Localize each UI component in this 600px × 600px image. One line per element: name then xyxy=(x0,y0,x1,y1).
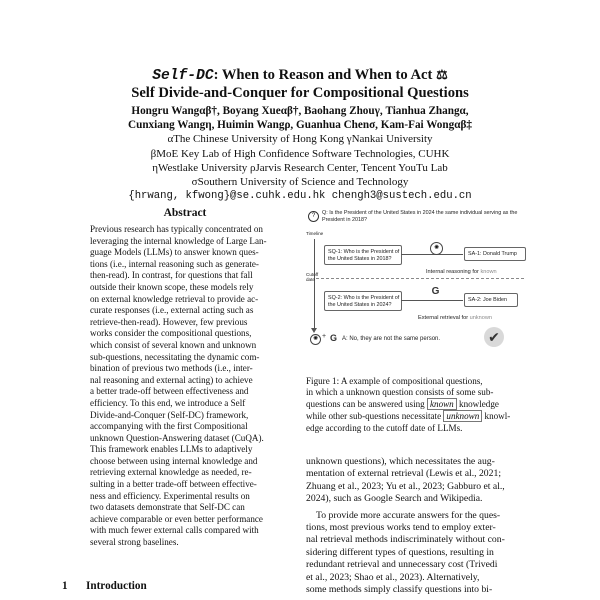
caption-line: in which a unknown question consists of some sub- xyxy=(306,387,494,398)
abstract-line: Divide-and-Conquer (Self-DC) framework, xyxy=(90,409,249,420)
sa2-box xyxy=(464,293,518,307)
cutoff-line xyxy=(316,278,524,279)
sq1-text: SQ-1: Who is the President of the United States in 2018? xyxy=(328,249,400,262)
timeline-axis xyxy=(314,239,315,331)
sa2-text: SA-2: Joe Biden xyxy=(468,297,507,303)
timeline-label: Timeline xyxy=(306,231,324,236)
abstract-line: curate responses (i.e., external acting such as xyxy=(90,305,254,316)
abstract-line: ness and efficiency. Experimental results on xyxy=(90,490,250,501)
email-line: {hrwang, kfwong}@se.cuhk.edu.hk chengh3@sustech.edu.cn xyxy=(128,190,472,202)
abstract-line: a better trade-off between effectiveness and xyxy=(90,386,249,397)
caption-unknown-rest: knowl- xyxy=(484,411,511,422)
scales-icon: ⚖ xyxy=(436,67,448,82)
abstract-line: sub-questions, necessitating the dynamic com- xyxy=(90,351,260,362)
known-word: known xyxy=(480,269,497,275)
abstract-line: which consist of several known and unknown xyxy=(90,339,257,350)
caption-unknown-box: unknown xyxy=(443,410,482,422)
caption-text: while other sub-questions necessitate xyxy=(306,411,442,422)
abstract-line: tions (i.e., internal reasoning such as generate- xyxy=(90,258,259,269)
google-icon: G xyxy=(431,286,440,297)
sq1-arrow xyxy=(401,254,463,255)
right-body xyxy=(306,456,532,596)
abstract-line: with much fewer external calls compared with xyxy=(90,525,259,536)
timeline-arrow-icon xyxy=(311,328,317,333)
abstract-line: retrieve-then-read). However, few previous xyxy=(90,316,248,327)
internal-label xyxy=(426,269,497,276)
body-line: 2024), such as Google Search and Wikipedia. xyxy=(306,493,483,505)
figure-answer: A: No, they are not the same person. xyxy=(342,336,441,342)
abstract-line: Previous research has typically concentrated on xyxy=(90,224,263,234)
abstract-line: retrieving external knowledge as needed, re- xyxy=(90,467,252,478)
abstract-line: accompanying with the first Compositional xyxy=(90,421,248,432)
abstract-line: bination of previous two methods (i.e., inter- xyxy=(90,363,253,374)
title-rest: : When to Reason and When to Act xyxy=(213,67,433,83)
caption-line-4 xyxy=(306,411,530,422)
abstract-line: leveraging the internal knowledge of Large Lan- xyxy=(90,235,267,246)
caption-known-rest: knowledge xyxy=(459,398,499,409)
abstract-line: unknown Question-Answering dataset (CuQA). xyxy=(90,432,264,443)
internal-label-text: Internal reasoning for xyxy=(426,269,479,275)
llm-answer-icon: ✺ xyxy=(310,334,321,345)
body-line: some methods simply classify questions into bi- xyxy=(306,583,493,595)
body-line: sidering different types of questions, resulting in xyxy=(306,546,494,558)
abstract-line: on external knowledge retrieval to provide ac- xyxy=(90,293,259,304)
sq2-arrow xyxy=(401,300,463,301)
abstract-line: sulting in a better trade-off between effective- xyxy=(90,479,257,490)
external-label-text: External retrieval for xyxy=(418,315,469,321)
abstract-line: guage Models (LLMs) to answer known ques- xyxy=(90,247,259,258)
body-line: mentation of external retrieval (Lewis et al., 2021; xyxy=(306,468,502,480)
author-line-1: Hongru Wangαβ†, Boyang Xueαβ†, Baohang Zhouγ, Tianhua Zhangα, xyxy=(131,105,469,117)
body-line: tions, most previous works tend to employ exter- xyxy=(306,521,496,533)
body-line: redundant retrieval and unnecessary cost (Trivedi xyxy=(306,559,498,571)
section-title: Introduction xyxy=(86,580,147,592)
caption-known-box: known xyxy=(427,398,457,410)
abstract-line: two datasets demonstrate that Self-DC can xyxy=(90,502,245,513)
body-line: Zhuang et al., 2023; Yu et al., 2023; Gabburo et al., xyxy=(306,480,505,492)
abstract-line: then-read). In contrast, for questions that fall xyxy=(90,270,253,281)
question-icon: ? xyxy=(308,211,319,222)
abstract-line: This framework enables LLMs to adaptively xyxy=(90,444,253,455)
cutoff-label: Cutoff date xyxy=(306,272,319,282)
body-line: To provide more accurate answers for the ques- xyxy=(316,509,501,521)
abstract-line: works consider the compositional questions, xyxy=(90,328,252,339)
figure-1 xyxy=(306,209,526,369)
sq2-text: SQ-2: Who is the President of the United States in 2024? xyxy=(328,295,400,308)
checkmark-icon: ✔ xyxy=(484,327,504,347)
author-line-2: Cunxiang Wangη, Huimin Wangρ, Guanhua Chenσ, Kam-Fai Wongαβ‡ xyxy=(128,119,472,131)
sa1-box xyxy=(464,247,526,261)
google-answer-icon: G xyxy=(330,333,338,343)
affiliation-2: βMoE Key Lab of High Confidence Software Technologies, CUHK xyxy=(150,148,450,160)
external-label xyxy=(418,315,492,322)
caption-text: questions can be answered using xyxy=(306,398,425,409)
body-line: unknown questions), which necessitates the aug- xyxy=(306,456,495,467)
system-name: Self-DC xyxy=(152,68,214,84)
abstract-line: achieve comparable or even better performance xyxy=(90,513,263,524)
abstract-body xyxy=(90,224,282,549)
body-line: et al., 2023; Shao et al., 2023). Alternatively, xyxy=(306,571,480,583)
abstract-line: choose between using internal knowledge and xyxy=(90,455,258,466)
affiliation-3: ηWestlake University ρJarvis Research Center, Tencent YouTu Lab xyxy=(152,162,448,174)
abstract-line: efficiency. To this end, we introduce a Self xyxy=(90,397,246,408)
caption-line: Figure 1: A example of compositional questions, xyxy=(306,376,483,386)
paper-title-line2: Self Divide-and-Conquer for Compositional Questions xyxy=(131,85,469,101)
caption-line: edge according to the cutoff date of LLMs. xyxy=(306,422,463,433)
affiliation-1: αThe Chinese University of Hong Kong γNankai University xyxy=(167,133,433,145)
unknown-word: unknown xyxy=(469,315,493,321)
paper-title-line1 xyxy=(0,66,600,85)
llm-icon: ✺ xyxy=(430,242,443,255)
caption-line-3 xyxy=(306,399,530,410)
abstract-line: several strong baselines. xyxy=(90,537,179,548)
body-line: nal retrieval methods indiscriminately without con- xyxy=(306,534,505,546)
sa1-text: SA-1: Donald Trump xyxy=(468,251,517,257)
abstract-heading: Abstract xyxy=(163,207,207,219)
abstract-line: nal reasoning and external acting) to achieve xyxy=(90,374,253,385)
sq2-box xyxy=(324,291,402,311)
affiliation-4: σSouthern University of Science and Technology xyxy=(191,176,409,188)
figure-question: Q: Is the President of the United States in 2024 the same individual serving as the President in 2018? xyxy=(322,210,518,223)
plus-icon: + xyxy=(322,333,327,340)
figure-caption xyxy=(306,376,530,434)
sq1-box xyxy=(324,245,402,265)
section-number: 1 xyxy=(62,580,68,592)
abstract-line: outside their known scope, these models rely xyxy=(90,281,254,292)
